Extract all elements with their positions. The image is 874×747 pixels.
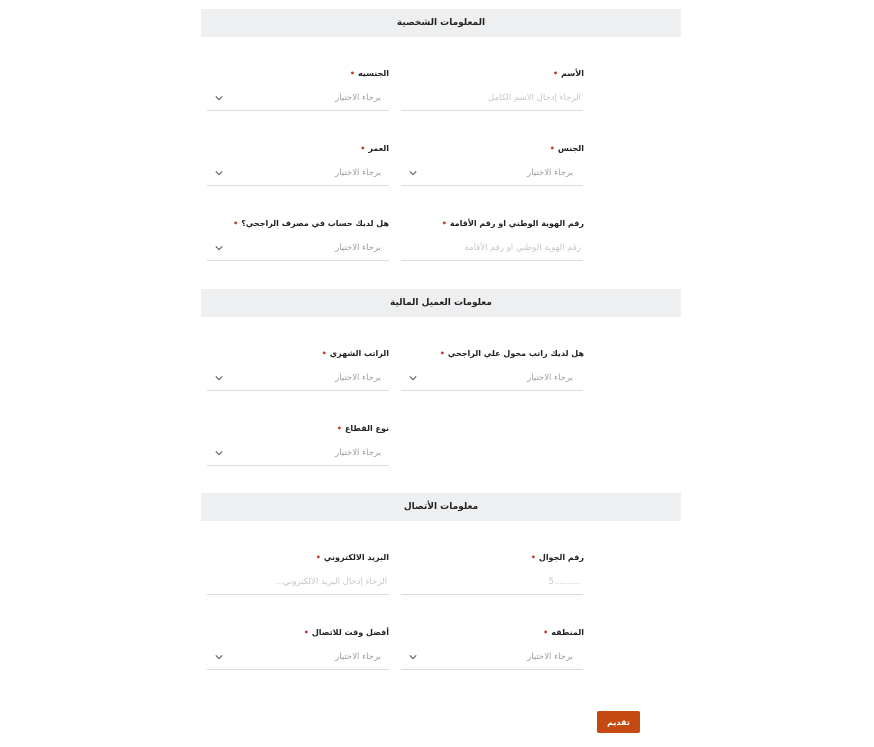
age-select[interactable] xyxy=(207,162,389,186)
monthly-salary-label-text: الراتب الشهري xyxy=(329,349,389,358)
required-marker: • xyxy=(441,219,447,228)
required-marker: • xyxy=(543,628,549,637)
required-marker: • xyxy=(315,553,321,562)
required-marker: • xyxy=(233,219,239,228)
chevron-down-icon xyxy=(409,653,417,661)
name-label-text: الأسم xyxy=(561,69,584,78)
chevron-down-icon xyxy=(215,449,223,457)
chevron-down-icon xyxy=(215,244,223,252)
sector-value: برجاء الاختيار xyxy=(335,448,381,458)
required-marker: • xyxy=(553,69,559,78)
national-id-placeholder: رقم الهوية الوطني او رقم الأقامة xyxy=(464,243,581,253)
section-header-financial: معلومات العميل المالية xyxy=(201,289,681,317)
email-label-text: البريد الالكتروني xyxy=(323,553,389,562)
mobile-label xyxy=(531,553,584,562)
required-marker: • xyxy=(349,69,355,78)
email-label xyxy=(316,553,389,562)
nationality-value: برجاء الاختيار xyxy=(335,93,381,103)
nationality-label-text: الجنسيه xyxy=(357,69,389,78)
name-placeholder: الرجاء إدخال الاسم الكامل xyxy=(488,93,581,103)
required-marker: • xyxy=(439,349,445,358)
national-id-input[interactable] xyxy=(401,237,583,261)
contact-time-label-text: أفضل وقت للاتصال xyxy=(311,628,389,637)
salary-transfer-label xyxy=(440,349,584,358)
monthly-salary-label xyxy=(322,349,389,358)
nationality-label xyxy=(350,69,389,78)
monthly-salary-value: برجاء الاختيار xyxy=(335,373,381,383)
salary-transfer-label-text: هل لديك راتب محول علي الراجحي xyxy=(447,349,584,358)
sector-select[interactable] xyxy=(207,442,389,466)
contact-time-label xyxy=(304,628,389,637)
has-account-select[interactable] xyxy=(207,237,389,261)
national-id-label-text: رقم الهوية الوطني او رقم الأقامة xyxy=(449,219,584,228)
salary-transfer-value: برجاء الاختيار xyxy=(527,373,573,383)
sector-label-text: نوع القطاع xyxy=(344,424,389,433)
email-placeholder: الرجاء إدخال البريد الالكتروني... xyxy=(274,577,387,587)
chevron-down-icon xyxy=(215,653,223,661)
contact-time-select[interactable] xyxy=(207,646,389,670)
age-label-text: العمر xyxy=(368,144,389,153)
chevron-down-icon xyxy=(215,374,223,382)
gender-label-text: الجنس xyxy=(557,144,584,153)
mobile-placeholder: ..........5 xyxy=(548,577,581,587)
salary-transfer-select[interactable] xyxy=(401,367,583,391)
has-account-value: برجاء الاختيار xyxy=(335,243,381,253)
section-header-contact: معلومات الأتصال xyxy=(201,493,681,521)
has-account-label-text: هل لديك حساب في مصرف الراجحي؟ xyxy=(241,219,389,228)
age-value: برجاء الاختيار xyxy=(335,168,381,178)
has-account-label xyxy=(233,219,389,228)
required-marker: • xyxy=(360,144,366,153)
chevron-down-icon xyxy=(215,94,223,102)
region-label xyxy=(543,628,584,637)
required-marker: • xyxy=(549,144,555,153)
section-header-personal: المعلومات الشخصية xyxy=(201,9,681,37)
name-label xyxy=(553,69,584,78)
gender-value: برجاء الاختيار xyxy=(527,168,573,178)
monthly-salary-select[interactable] xyxy=(207,367,389,391)
chevron-down-icon xyxy=(409,169,417,177)
nationality-select[interactable] xyxy=(207,87,389,111)
age-label xyxy=(360,144,389,153)
required-marker: • xyxy=(303,628,309,637)
name-input[interactable] xyxy=(401,87,583,111)
sector-label xyxy=(337,424,389,433)
chevron-down-icon xyxy=(409,374,417,382)
mobile-label-text: رقم الجوال xyxy=(538,553,584,562)
mobile-input[interactable] xyxy=(401,571,583,595)
required-marker: • xyxy=(530,553,536,562)
region-value: برجاء الاختيار xyxy=(527,652,573,662)
national-id-label xyxy=(442,219,584,228)
required-marker: • xyxy=(321,349,327,358)
gender-select[interactable] xyxy=(401,162,583,186)
gender-label xyxy=(550,144,584,153)
region-select[interactable] xyxy=(401,646,583,670)
contact-time-value: برجاء الاختيار xyxy=(335,652,381,662)
submit-button[interactable]: تقديم xyxy=(597,711,640,733)
required-marker: • xyxy=(336,424,342,433)
email-input[interactable] xyxy=(207,571,389,595)
region-label-text: المنطقه xyxy=(551,628,584,637)
chevron-down-icon xyxy=(215,169,223,177)
